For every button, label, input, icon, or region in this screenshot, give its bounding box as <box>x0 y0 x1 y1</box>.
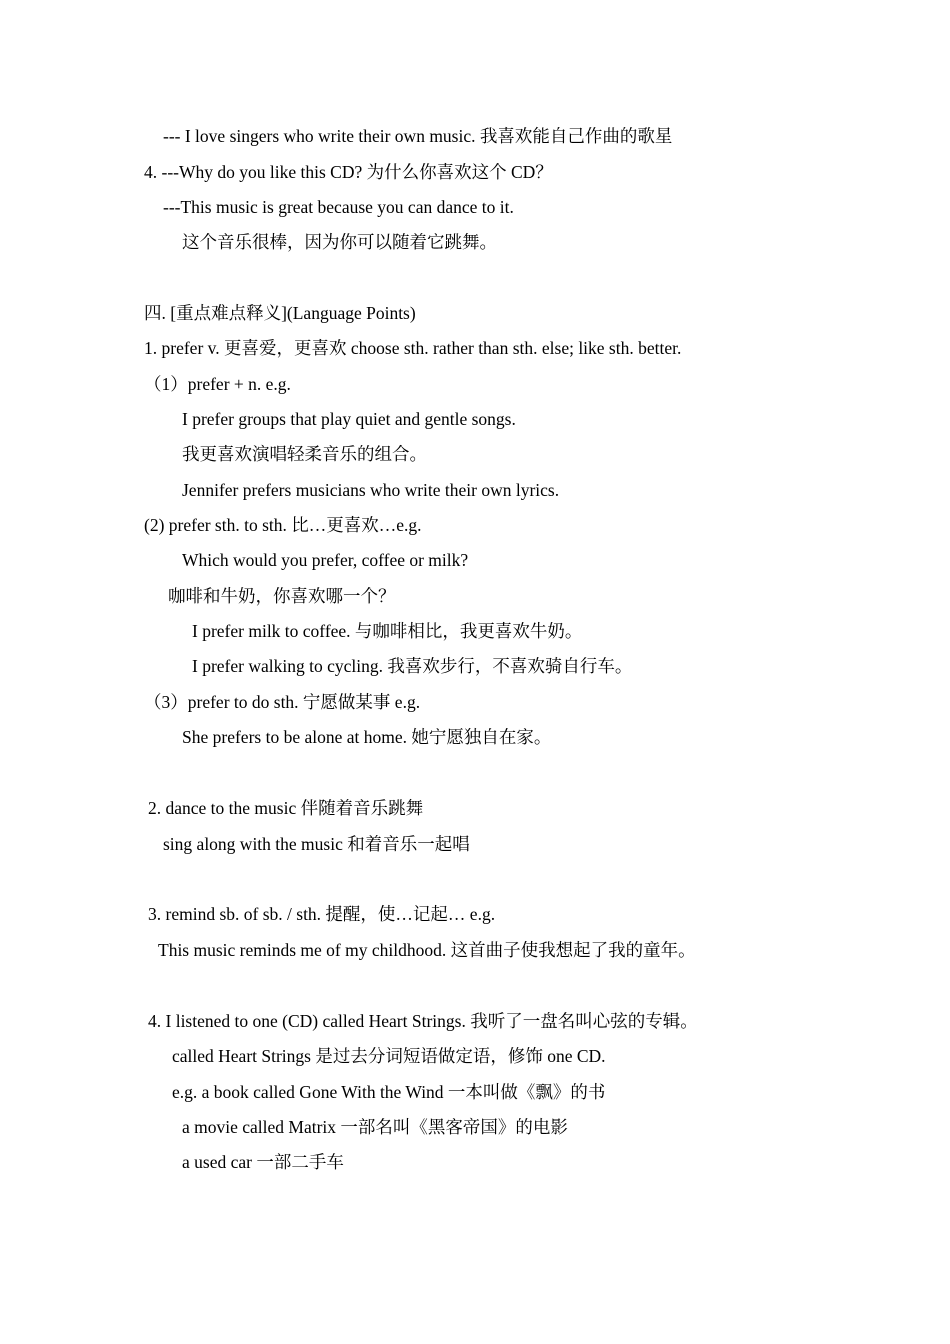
point-heading: 3. remind sb. of sb. / sth. 提醒，使…记起… e.g. <box>148 904 496 924</box>
dialogue-line: ---This music is great because you can dance to it. <box>163 197 514 217</box>
translation-line: 我更喜欢演唱轻柔音乐的组合。 <box>182 444 427 464</box>
section-heading: 四. [重点难点释义](Language Points) <box>144 303 416 323</box>
example-line: I prefer walking to cycling. 我喜欢步行，不喜欢骑自行车。 <box>192 656 633 676</box>
example-line: This music reminds me of my childhood. 这首曲子使我想起了我的童年。 <box>158 940 696 960</box>
example-line: I prefer milk to coffee. 与咖啡相比，我更喜欢牛奶。 <box>192 621 583 641</box>
translation-line: 咖啡和牛奶，你喜欢哪一个？ <box>168 586 396 606</box>
dialogue-line: --- I love singers who write their own music. 我喜欢能自己作曲的歌星 <box>163 126 673 146</box>
example-line: e.g. a book called Gone With the Wind 一本叫做《飘》的书 <box>172 1082 606 1102</box>
sub-point: （3）prefer to do sth. 宁愿做某事 e.g. <box>144 692 421 712</box>
example-line: She prefers to be alone at home. 她宁愿独自在家。 <box>182 727 552 747</box>
explanation-line: called Heart Strings 是过去分词短语做定语，修饰 one CD. <box>172 1046 606 1066</box>
example-line: sing along with the music 和着音乐一起唱 <box>163 834 470 854</box>
example-line: Which would you prefer, coffee or milk? <box>182 550 469 570</box>
example-line: a movie called Matrix 一部名叫《黑客帝国》的电影 <box>182 1117 568 1137</box>
sub-point: (2) prefer sth. to sth. 比…更喜欢…e.g. <box>144 515 422 535</box>
point-heading: 1. prefer v. 更喜爱，更喜欢 choose sth. rather than sth. else; like sth. better. <box>144 338 682 358</box>
example-line: Jennifer prefers musicians who write their own lyrics. <box>182 480 560 500</box>
point-heading: 2. dance to the music 伴随着音乐跳舞 <box>148 798 424 818</box>
point-heading: 4. I listened to one (CD) called Heart Strings. 我听了一盘名叫心弦的专辑。 <box>148 1011 698 1031</box>
example-line: I prefer groups that play quiet and gentle songs. <box>182 409 516 429</box>
example-line: a used car 一部二手车 <box>182 1152 344 1172</box>
translation-line: 这个音乐很棒，因为你可以随着它跳舞。 <box>182 232 497 252</box>
sub-point: （1）prefer + n. e.g. <box>144 374 291 394</box>
dialogue-line: 4. ---Why do you like this CD? 为什么你喜欢这个 CD？ <box>144 162 553 182</box>
